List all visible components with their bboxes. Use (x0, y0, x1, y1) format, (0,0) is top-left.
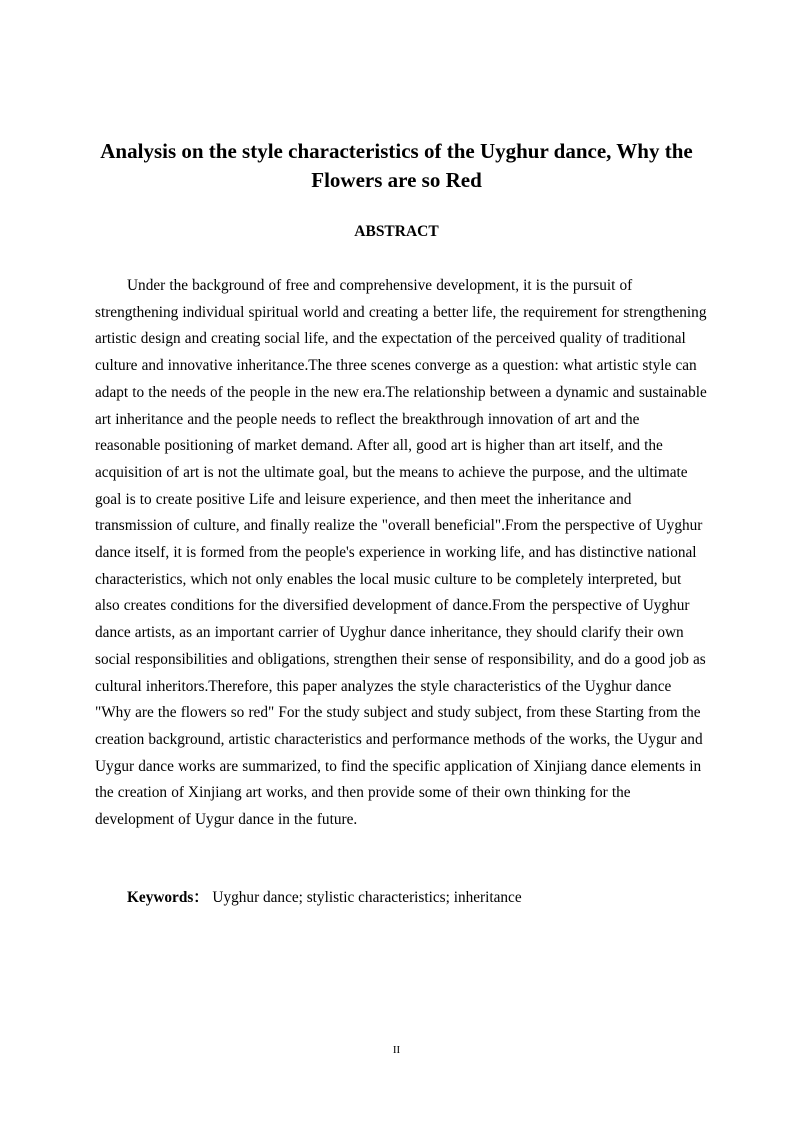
keywords-label: Keywords： (127, 889, 209, 906)
paper-title: Analysis on the style characteristics of the Uyghur dance, Why the Flowers are so Red (100, 139, 693, 192)
page-number: II (392, 1044, 401, 1056)
abstract-heading: ABSTRACT (354, 223, 439, 240)
keywords-value: Uyghur dance; stylistic characteristics; inheritance (212, 889, 522, 906)
abstract-body: Under the background of free and comprehensive development, it is the pursuit of strengthening individual spiritual world and creating a better life, the requirement for strengthening artistic design and creating social life, and the expectation of the perceived quality of traditional culture and innovative inheritance.The three scenes converge as a question: what artistic style can adapt to the needs of the people in the new era.The relationship between a dynamic and sustainable art inheritance and the people needs to reflect the breakthrough innovation of art and the reasonable positioning of market demand. After all, good art is higher than art itself, and the acquisition of art is not the ultimate goal, but the means to achieve the purpose, and the ultimate goal is to create positive Life and leisure experience, and then meet the inheritance and transmission of culture, and finally realize the "overall beneficial".From the perspective of Uyghur dance itself, it is formed from the people's experience in working life, and has distinctive national characteristics, which not only enables the local music culture to be completely interpreted, but also creates conditions for the diversified development of dance.From the perspective of Uyghur dance artists, as an important carrier of Uyghur dance inheritance, they should clarify their own social responsibilities and obligations, strengthen their sense of responsibility, and do a good job as cultural inheritors.Therefore, this paper analyzes the style characteristics of the Uyghur dance "Why are the flowers so red" For the study subject and study subject, from these Starting from the creation background, artistic characteristics and performance methods of the works, the Uygur and Uygur dance works are summarized, to find the specific application of Xinjiang dance elements in the creation of Xinjiang art works, and then provide some of their own thinking for the development of Uygur dance in the future. (95, 277, 707, 829)
keywords-line (127, 887, 522, 909)
